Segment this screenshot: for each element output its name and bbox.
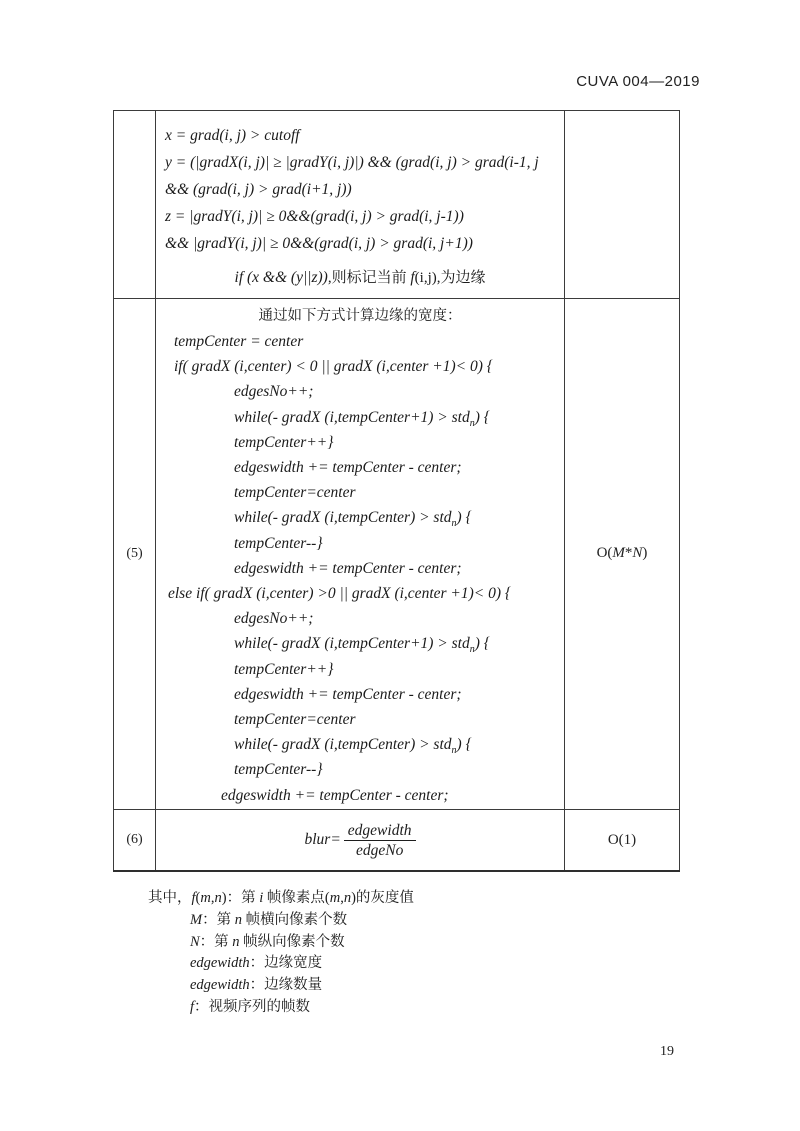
pseudocode-line: tempCenter = center [174, 333, 304, 350]
formula-line: x = grad(i, j) > cutoff [165, 126, 300, 144]
pseudocode-line: tempCenter--} [234, 761, 323, 779]
pseudocode-line: edgeswidth += tempCenter - center; [221, 786, 449, 804]
note-line: 其中，f(m,n)：第 i 帧像素点(m,n)的灰度值 [148, 890, 414, 906]
formula-line: y = (|gradX(i, j)| ≥ |gradY(i, j)|) && (grad(i, j) > grad(i-1, j [165, 153, 539, 171]
fraction-denominator: edgeNo [355, 841, 404, 859]
pseudocode-line: if( gradX (i,center) < 0 || gradX (i,center +1)< 0) { [174, 358, 493, 376]
pseudocode-cell [156, 299, 565, 810]
pseudocode-line: tempCenter++} [234, 660, 334, 678]
footnotes [148, 888, 414, 1019]
pseudocode-title: 通过如下方式计算边缘的宽度： [258, 308, 462, 324]
standard-number: CUVA 004—2019 [576, 73, 700, 90]
blur-formula [157, 822, 563, 859]
pseudocode-line: else if( gradX (i,center) >0 || gradX (i,center +1)< 0) { [168, 585, 512, 603]
blur-lhs: blur= [304, 830, 341, 848]
document-header [0, 73, 700, 90]
pseudocode-line: while(- gradX (i,tempCenter+1) > std$_n$) { [234, 408, 490, 429]
page-number: 19 [660, 1044, 674, 1059]
pseudocode-line: while(- gradX (i,tempCenter+1) > std$_n$) { [234, 635, 490, 656]
algorithm-complexity-table [113, 110, 680, 872]
blur-formula-cell [156, 809, 565, 871]
table-row-formula [114, 111, 680, 299]
table-row-6 [114, 809, 680, 871]
formula-line: z = |gradY(i, j)| ≥ 0&&(grad(i, j) > grad(i, j-1)) [165, 207, 464, 225]
pseudocode-line: edgeswidth += tempCenter - center; [234, 459, 462, 477]
complexity-cell: O(1) [565, 809, 680, 871]
note-line: edgewidth：边缘宽度 [190, 955, 323, 972]
row-id-cell: (6) [114, 809, 156, 871]
pseudocode-line: tempCenter++} [234, 433, 334, 451]
formula-line: && (grad(i, j) > grad(i+1, j)) [165, 180, 352, 198]
complexity-cell: O(M*N) [565, 299, 680, 810]
table-row-5 [114, 299, 680, 810]
pseudocode-line: edgesNo++; [234, 383, 314, 401]
note-line: f：视频序列的帧数 [190, 998, 311, 1015]
note-line: N：第 n 帧纵向像素个数 [190, 933, 345, 950]
fraction-numerator: edgewidth [344, 822, 416, 841]
formula-cell [156, 111, 565, 299]
note-line: M：第 n 帧横向像素个数 [190, 911, 348, 928]
pseudocode-line: while(- gradX (i,tempCenter) > std$_n$) { [234, 736, 472, 757]
formula-conclusion: if (x && (y||z)),则标记当前 f(i,j),为边缘 [234, 268, 486, 286]
pseudocode-line: edgeswidth += tempCenter - center; [234, 559, 462, 577]
row-id-cell [114, 111, 156, 299]
pseudocode-line: edgeswidth += tempCenter - center; [234, 685, 462, 703]
formula-line: && |gradY(i, j)| ≥ 0&&(grad(i, j) > grad(i, j+1)) [165, 234, 473, 252]
pseudocode-line: edgesNo++; [234, 610, 314, 628]
note-line: edgewidth：边缘数量 [190, 977, 323, 994]
row-id-cell: (5) [114, 299, 156, 810]
pseudocode-line: tempCenter--} [234, 534, 323, 552]
complexity-cell [565, 111, 680, 299]
pseudocode-line: tempCenter=center [234, 484, 356, 502]
formula-lines [157, 122, 563, 257]
fraction [344, 822, 416, 859]
pseudocode-line: while(- gradX (i,tempCenter) > std$_n$) { [234, 509, 472, 530]
pseudocode-line: tempCenter=center [234, 711, 356, 729]
pseudocode-lines [157, 329, 563, 808]
